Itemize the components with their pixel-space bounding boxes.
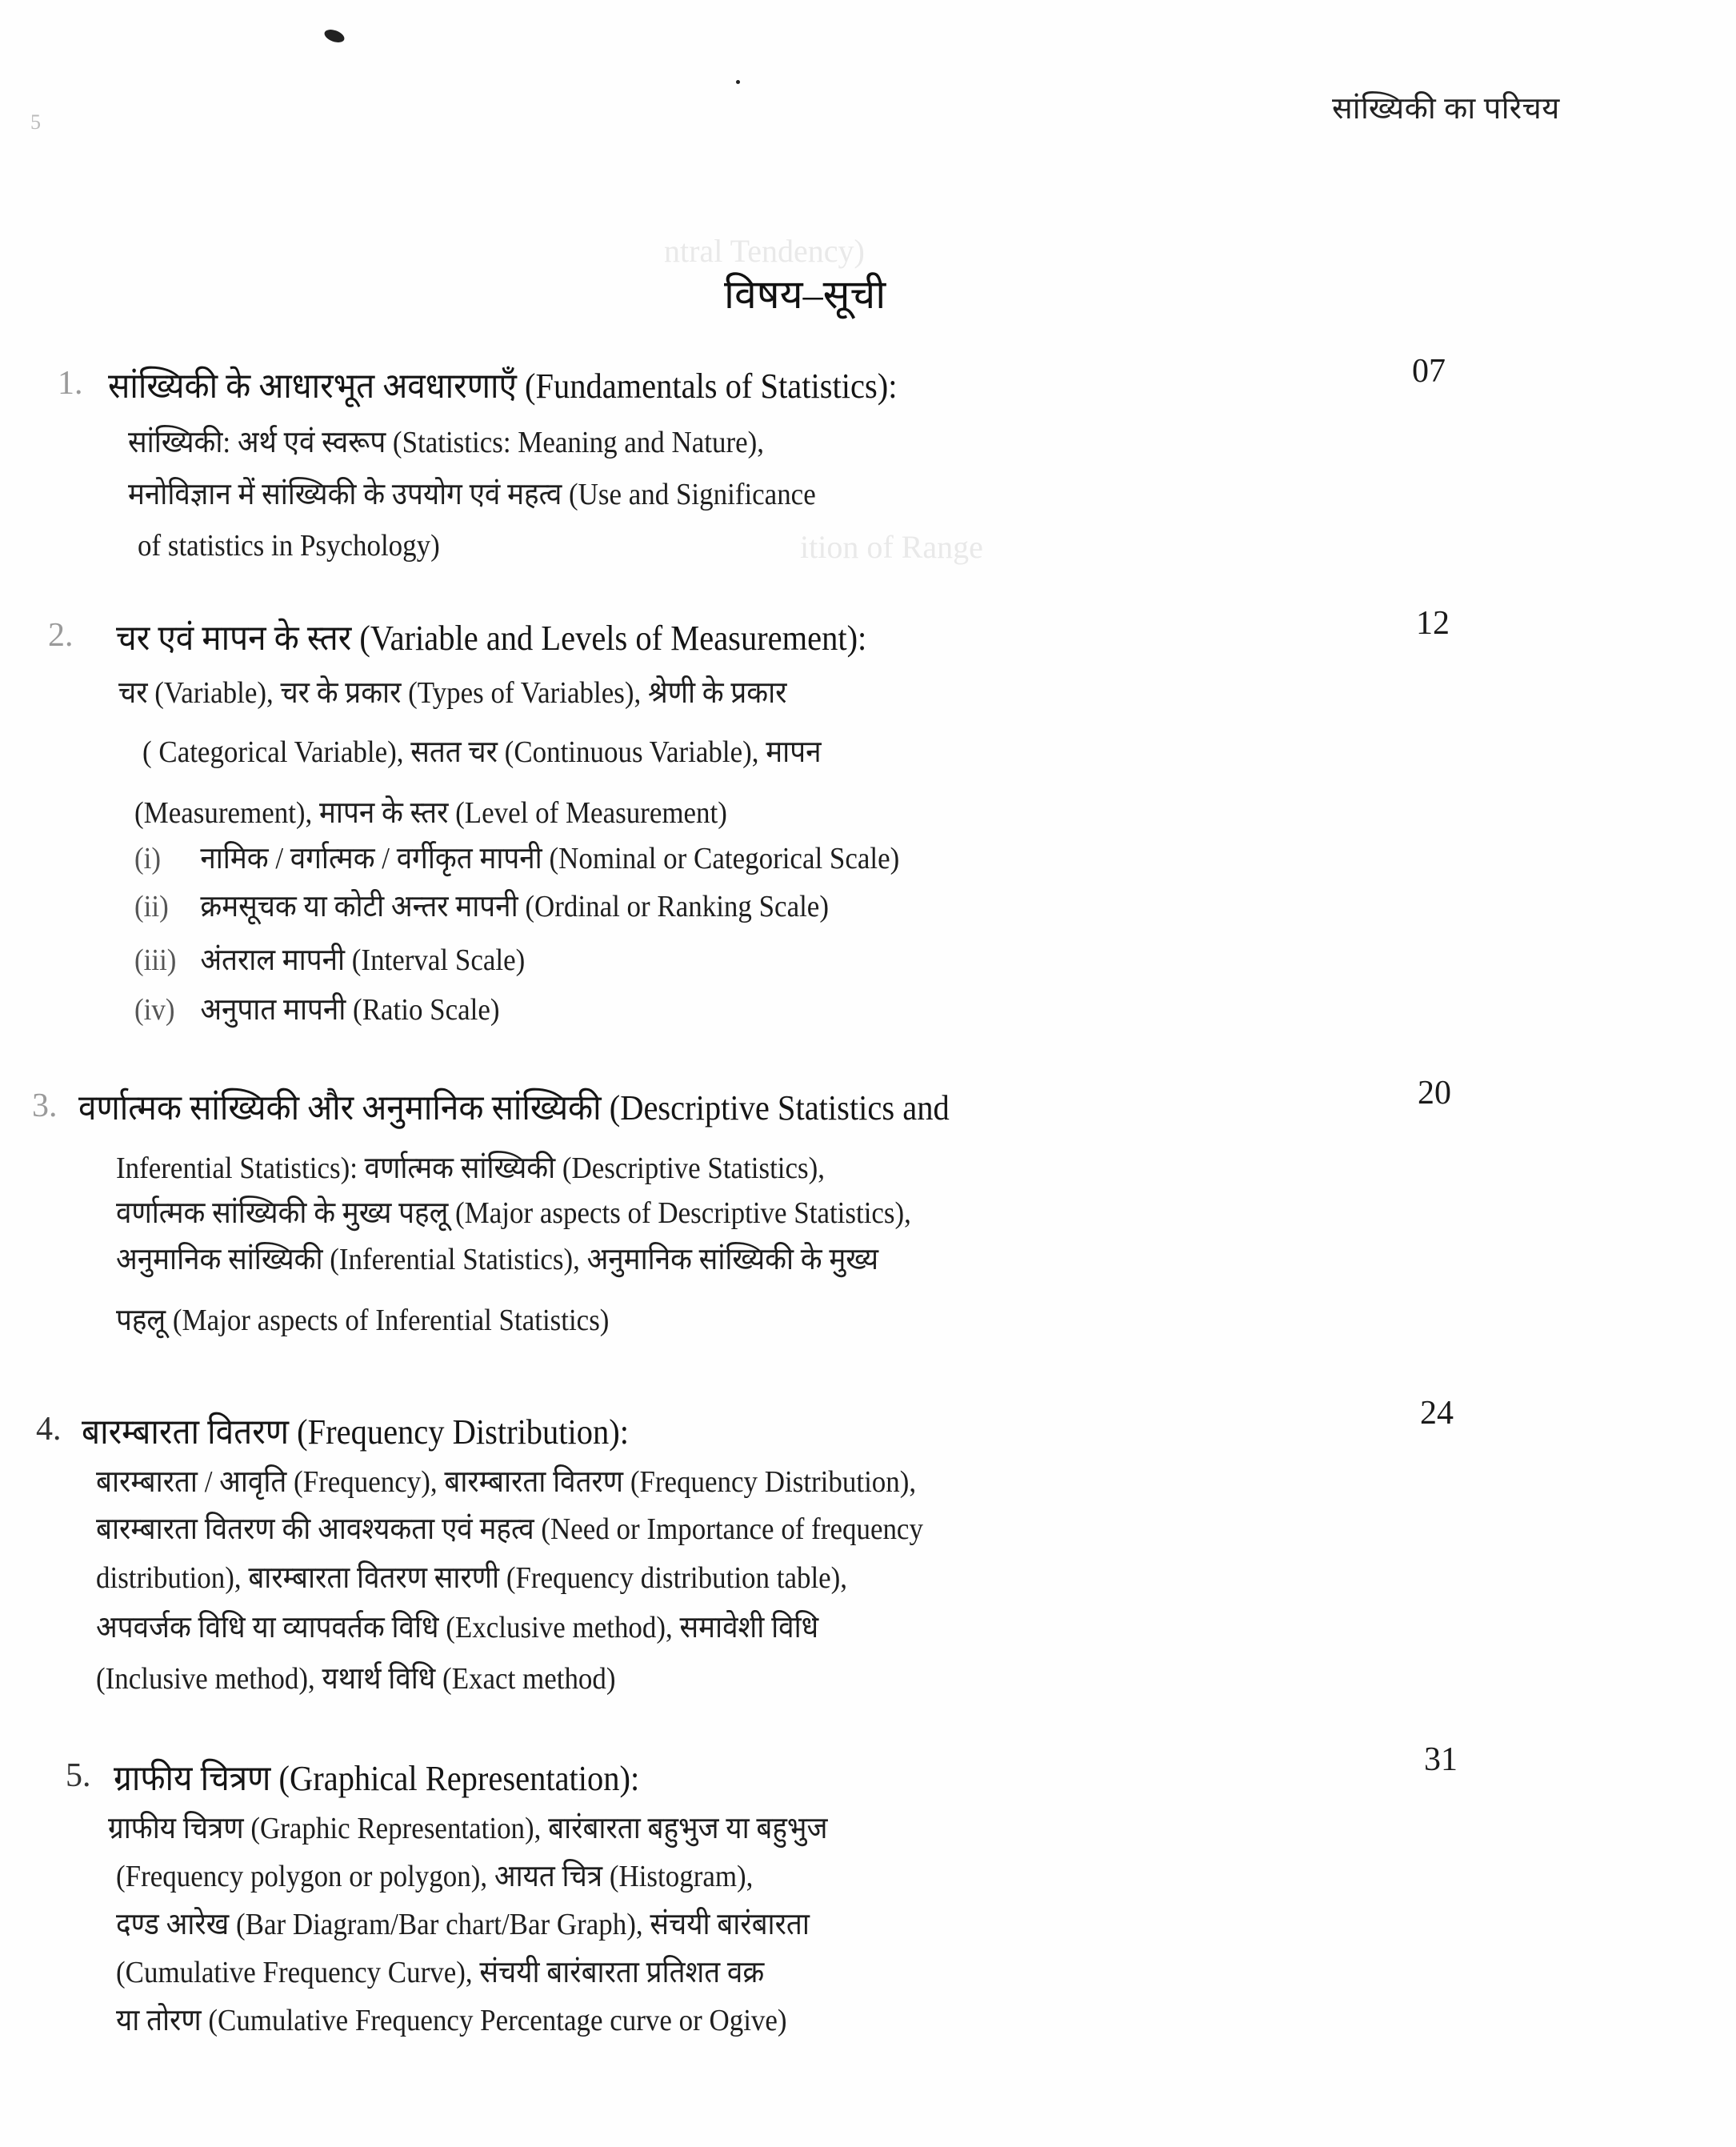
toc-item-heading: ग्राफीय चित्रण (Graphical Representation): [114, 1759, 640, 1798]
toc-item-page: 12 [1416, 605, 1450, 642]
toc-subline: पहलू (Major aspects of Inferential Statistics) [116, 1304, 610, 1337]
toc-item-number: 4. [36, 1411, 62, 1448]
toc-subline: चर (Variable), चर के प्रकार (Types of Variables), श्रेणी के प्रकार [118, 676, 787, 710]
toc-subline: (Cumulative Frequency Curve), संचयी बारंबारता प्रतिशत वक्र [116, 1956, 765, 1989]
toc-subitem-roman: (ii) [134, 890, 169, 923]
toc-item-page: 24 [1420, 1395, 1454, 1432]
toc-subline: वर्णात्मक सांख्यिकी के मुख्य पहलू (Major aspects of Descriptive Statistics), [116, 1196, 911, 1230]
toc-item-number: 2. [48, 617, 74, 654]
toc-subline: सांख्यिकी: अर्थ एवं स्वरूप (Statistics: Meaning and Nature), [128, 426, 765, 459]
toc-item-number: 1. [58, 365, 83, 402]
toc-item-heading: सांख्यिकी के आधारभूत अवधारणाएँ (Fundamentals of Statistics): [108, 367, 898, 406]
toc-subline: या तोरण (Cumulative Frequency Percentage curve or Ogive) [116, 2004, 787, 2037]
toc-subitem [134, 938, 525, 979]
toc-subitem [134, 836, 899, 878]
toc-subitem-text: नामिक / वर्गात्मक / वर्गीकृत मापनी (Nominal or Categorical Scale) [200, 842, 900, 875]
toc-subline: distribution), बारम्बारता वितरण सारणी (Frequency distribution table), [96, 1561, 848, 1595]
toc-subitem-roman: (iv) [134, 993, 175, 1027]
toc-subitem-text: अंतराल मापनी (Interval Scale) [200, 943, 526, 977]
toc-subline: अपवर्जक विधि या व्यापवर्तक विधि (Exclusive method), समावेशी विधि [96, 1611, 819, 1644]
toc-subline: बारम्बारता / आवृति (Frequency), बारम्बारता वितरण (Frequency Distribution), [96, 1465, 917, 1499]
toc-item-heading: वर्णात्मक सांख्यिकी और अनुमानिक सांख्यिकी (Descriptive Statistics and [78, 1088, 950, 1128]
toc-subline: ( Categorical Variable), सतत चर (Continuous Variable), मापन [142, 735, 822, 769]
toc-subitem [134, 884, 829, 926]
toc-item-page: 20 [1418, 1075, 1451, 1112]
toc-subitem-roman: (i) [134, 842, 162, 875]
toc-item-heading: बारम्बारता वितरण (Frequency Distribution): [82, 1412, 630, 1452]
toc-subline: (Frequency polygon or polygon), आयत चित्र (Histogram), [116, 1860, 754, 1893]
bleed-through-text: ntral Tendency) [664, 233, 865, 269]
toc-subline: अनुमानिक सांख्यिकी (Inferential Statistics), अनुमानिक सांख्यिकी के मुख्य [116, 1243, 879, 1276]
toc-item-page: 31 [1424, 1741, 1458, 1778]
bleed-through-text: ition of Range [800, 529, 983, 565]
scan-speck [322, 27, 346, 45]
scan-speck [736, 80, 740, 84]
toc-subline: (Inclusive method), यथार्थ विधि (Exact method) [96, 1662, 616, 1696]
toc-item-number: 5. [66, 1757, 91, 1794]
toc-subitem [134, 987, 500, 1029]
running-header: सांख्यिकी का परिचय [1332, 92, 1560, 126]
toc-subline: ग्राफीय चित्रण (Graphic Representation), बारंबारता बहुभुज या बहुभुज [108, 1812, 828, 1845]
toc-title: विषय–सूची [724, 272, 886, 317]
toc-subitem-text: अनुपात मापनी (Ratio Scale) [200, 993, 500, 1027]
toc-subline: दण्ड आरेख (Bar Diagram/Bar chart/Bar Graph), संचयी बारंबारता [116, 1908, 810, 1941]
toc-item-number: 3. [32, 1088, 58, 1124]
toc-subline: (Measurement), मापन के स्तर (Level of Measurement) [134, 796, 727, 830]
toc-item-heading: चर एवं मापन के स्तर (Variable and Levels of Measurement): [116, 619, 867, 658]
toc-subline: मनोविज्ञान में सांख्यिकी के उपयोग एवं महत्व (Use and Significance [128, 478, 816, 511]
toc-subitem-roman: (iii) [134, 943, 177, 977]
toc-subline: बारम्बारता वितरण की आवश्यकता एवं महत्व (Need or Importance of frequency [96, 1512, 923, 1546]
toc-subline: of statistics in Psychology) [138, 529, 440, 563]
toc-subline: Inferential Statistics): वर्णात्मक सांख्यिकी (Descriptive Statistics), [116, 1152, 826, 1185]
toc-subitem-text: क्रमसूचक या कोटी अन्तर मापनी (Ordinal or Ranking Scale) [200, 890, 829, 923]
toc-item-page: 07 [1412, 353, 1446, 390]
margin-mark: 5 [30, 110, 41, 134]
